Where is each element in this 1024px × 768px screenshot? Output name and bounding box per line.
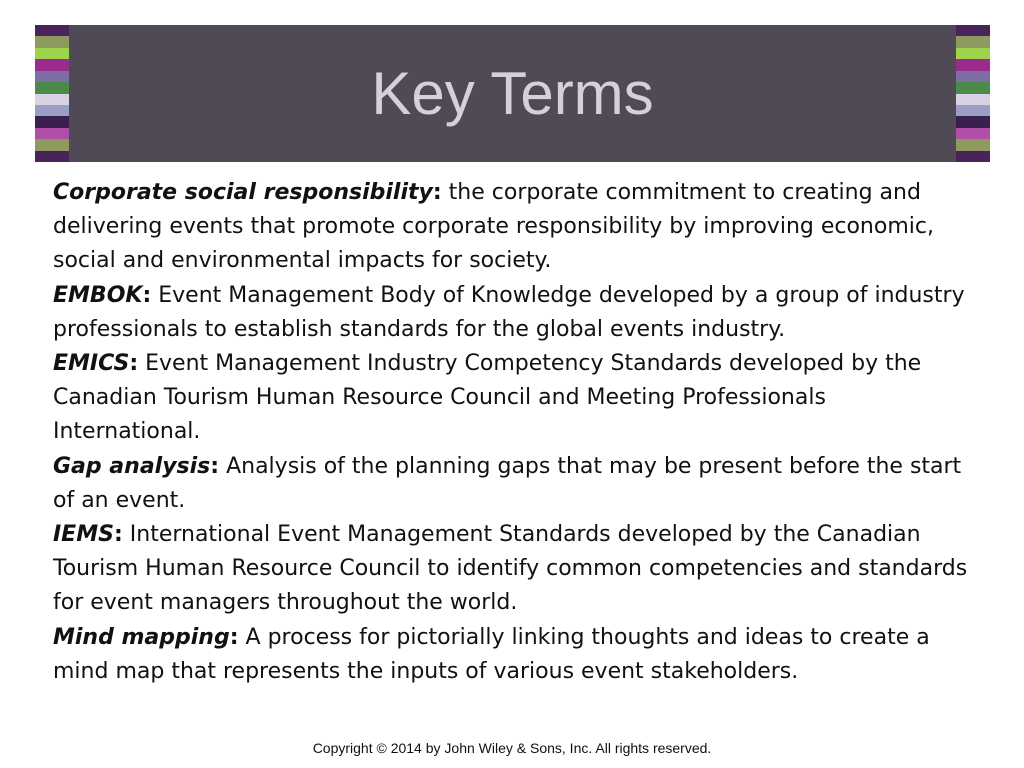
stripe-band xyxy=(956,116,990,127)
term-colon: : xyxy=(210,453,220,479)
term-definition: Analysis of the planning gaps that may be present before the start of an event. xyxy=(53,453,962,513)
stripe-band xyxy=(956,36,990,47)
term-name: EMBOK xyxy=(53,282,143,308)
term-definition: the corporate commitment to creating and delivering events that promote corporate responsibility by improving economic, social and environmental impacts for society. xyxy=(53,180,934,274)
term-colon: : xyxy=(142,282,152,308)
stripe-band xyxy=(956,105,990,116)
stripe-band xyxy=(956,48,990,59)
term-name: IEMS xyxy=(53,522,114,548)
stripe-band xyxy=(35,82,69,93)
stripe-band xyxy=(956,71,990,82)
stripe-band xyxy=(35,139,69,150)
stripe-band xyxy=(956,25,990,36)
term-entry-mind-mapping xyxy=(53,621,968,689)
term-definition: A process for pictorially linking thoughts and ideas to create a mind map that represents the inputs of various event stakeholders. xyxy=(53,624,930,684)
term-entry-embok xyxy=(53,279,968,347)
stripe-band xyxy=(35,128,69,139)
stripe-band xyxy=(35,59,69,70)
term-name: Gap analysis xyxy=(53,453,211,479)
term-name: EMICS xyxy=(53,351,130,377)
stripe-band xyxy=(35,48,69,59)
copyright-footer: Copyright © 2014 by John Wiley & Sons, Inc. All rights reserved. xyxy=(312,740,712,756)
term-entry-emics xyxy=(53,347,968,450)
stripe-band xyxy=(35,71,69,82)
term-entry-corporate-social-responsibility xyxy=(53,176,968,279)
stripe-band xyxy=(35,151,69,162)
term-name: Mind mapping xyxy=(53,624,230,650)
title-banner xyxy=(35,25,990,162)
stripe-band xyxy=(956,128,990,139)
term-colon: : xyxy=(229,624,239,650)
key-terms-list xyxy=(53,176,968,689)
term-entry-gap-analysis xyxy=(53,450,968,518)
slide-title: Key Terms xyxy=(371,60,654,127)
stripe-band xyxy=(956,59,990,70)
stripe-band xyxy=(956,151,990,162)
term-definition: Event Management Industry Competency Standards developed by the Canadian Tourism Human Resource Council and Meeting Professionals International. xyxy=(53,351,922,445)
stripe-band xyxy=(35,36,69,47)
term-definition: Event Management Body of Knowledge developed by a group of industry professionals to establish standards for the global events industry. xyxy=(53,282,965,342)
term-definition: International Event Management Standards developed by the Canadian Tourism Human Resource Council to identify common competencies and standards for event managers throughout the world. xyxy=(53,522,968,616)
term-name: Corporate social responsibility xyxy=(53,180,433,205)
stripe-band xyxy=(35,94,69,105)
stripe-band xyxy=(956,94,990,105)
stripe-band xyxy=(956,139,990,150)
term-colon: : xyxy=(432,180,442,205)
left-stripe-decoration xyxy=(35,25,69,162)
stripe-band xyxy=(35,25,69,36)
right-stripe-decoration xyxy=(956,25,990,162)
stripe-band xyxy=(35,116,69,127)
stripe-band xyxy=(35,105,69,116)
term-entry-iems xyxy=(53,518,968,621)
term-colon: : xyxy=(129,351,139,377)
stripe-band xyxy=(956,82,990,93)
term-colon: : xyxy=(113,522,123,548)
